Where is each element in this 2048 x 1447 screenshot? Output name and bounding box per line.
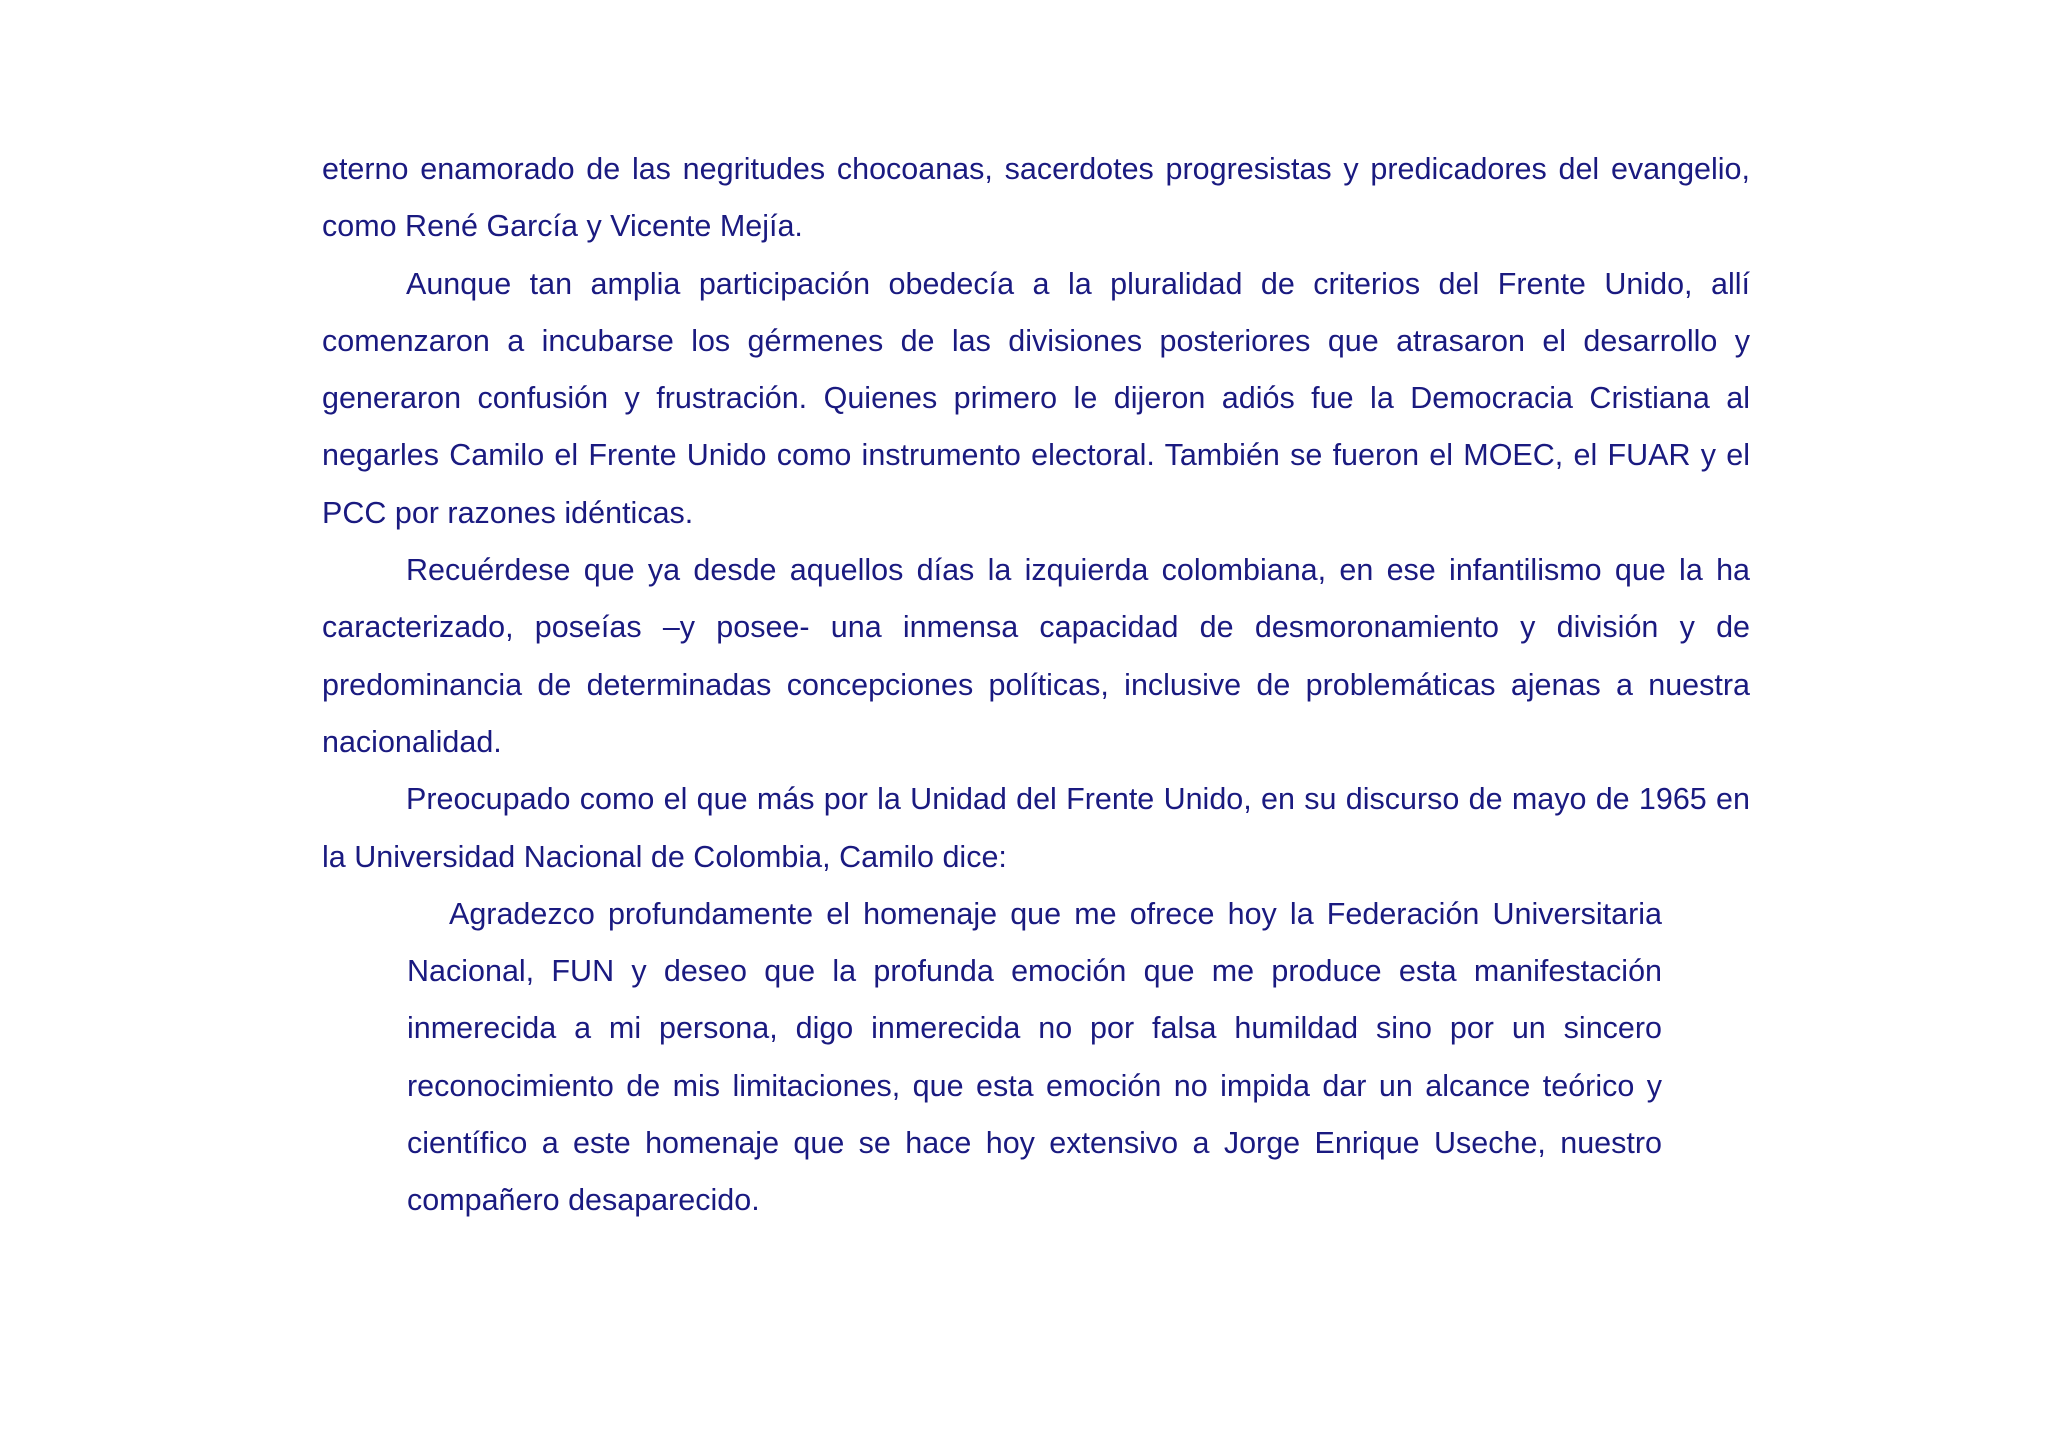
document-body	[322, 141, 1750, 1230]
paragraph-izquierda: Recuérdese que ya desde aquellos días la izquierda colombiana, en ese infantilismo que la ha caracterizado, poseías –y posee- una inmensa capacidad de desmoronamiento y división y de predominancia de determinadas concepciones políticas, inclusive de problemáticas ajenas a nuestra nacionalidad.	[322, 553, 1750, 759]
paragraph-continuation: eterno enamorado de las negritudes chocoanas, sacerdotes progresistas y predicadores del evangelio, como René García y Vicente Mejía.	[322, 152, 1750, 244]
paragraph-discurso-intro: Preocupado como el que más por la Unidad del Frente Unido, en su discurso de mayo de 1965 en la Universidad Nacional de Colombia, Camilo dice:	[322, 782, 1750, 874]
paragraph-frente-unido: Aunque tan amplia participación obedecía a la pluralidad de criterios del Frente Unido, allí comenzaron a incubarse los gérmenes de las divisiones posteriores que atrasaron el desarrollo y generaron confusión y frustración. Quienes primero le dijeron adiós fue la Democracia Cristiana al negarles Camilo el Frente Unido como instrumento electoral. También se fueron el MOEC, el FUAR y el PCC por razones idénticas.	[322, 266, 1750, 530]
block-quote: Agradezco profundamente el homenaje que me ofrece hoy la Federación Universitaria Nacional, FUN y deseo que la profunda emoción que me produce esta manifestación inmerecida a mi persona, digo inmerecida no por falsa humildad sino por un sincero reconocimiento de mis limitaciones, que esta emoción no impida dar un alcance teórico y científico a este homenaje que se hace hoy extensivo a Jorge Enrique Useche, nuestro compañero desaparecido.	[407, 896, 1662, 1218]
